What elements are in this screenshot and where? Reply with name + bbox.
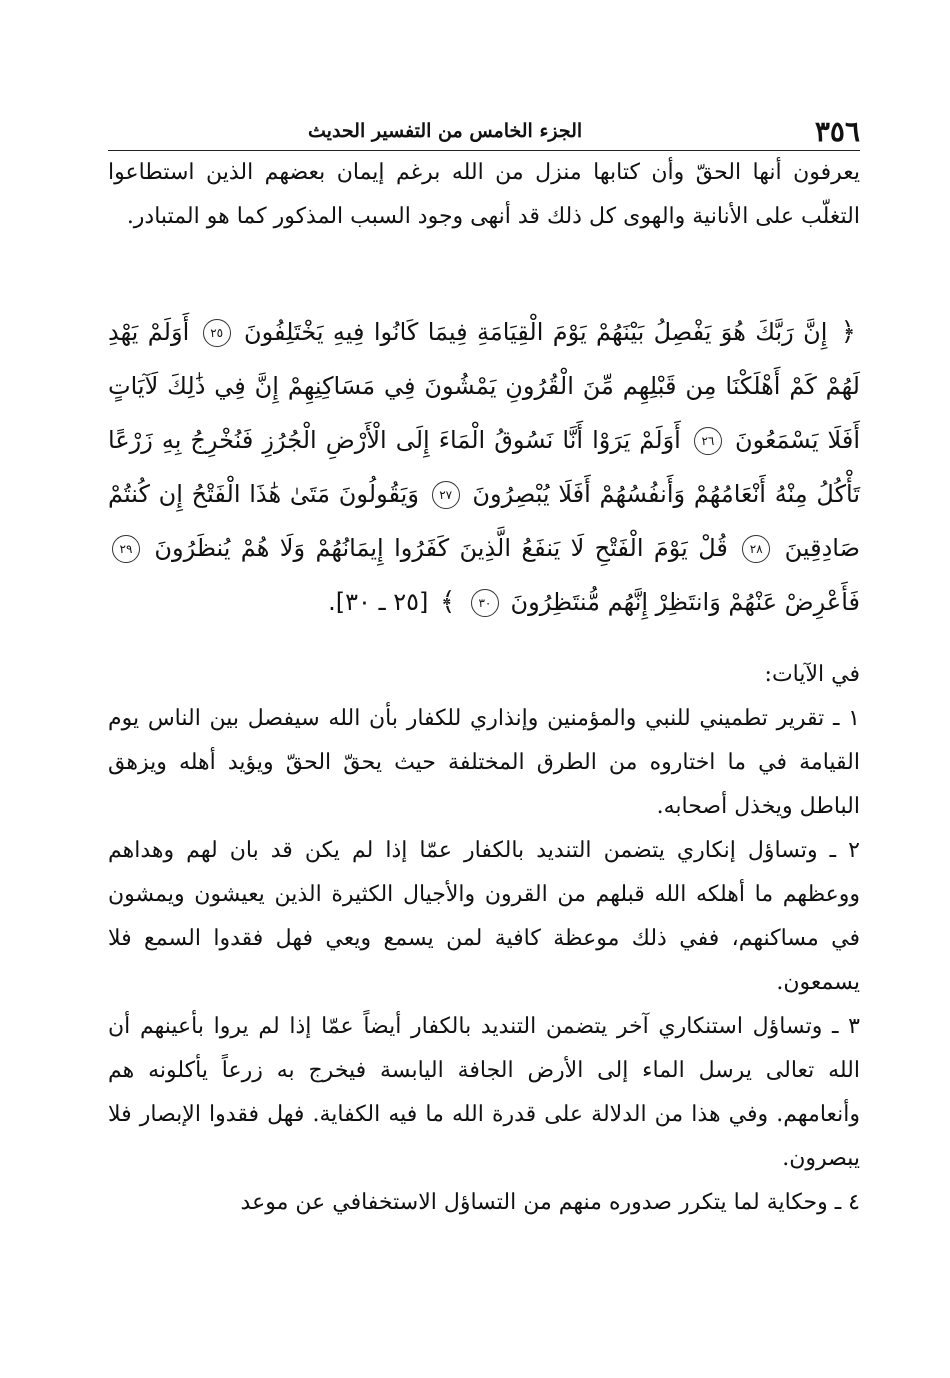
quran-verse: فَأَعْرِضْ عَنْهُمْ وَانتَظِرْ إِنَّهُم مُّنتَظِرُونَ bbox=[510, 588, 860, 616]
quran-close-bracket: ﴾ bbox=[440, 587, 456, 617]
commentary-point: ١ ـ تقرير تطميني للنبي والمؤمنين وإنذاري للكفار بأن الله سيفصل بين الناس يوم القيامة في ما اختاروه من الطرق المختلفة حيث يحقّ الحقّ ويؤيد أهله ويزهق الباطل ويخذل أصحابه. bbox=[108, 706, 860, 819]
quran-verse: قُلْ يَوْمَ الْفَتْحِ لَا يَنفَعُ الَّذِينَ كَفَرُوا إِيمَانُهُمْ وَلَا هُمْ يُنظَرُونَ bbox=[154, 534, 728, 562]
commentary-point: ٤ ـ وحكاية لما يتكرر صدوره منهم من التساؤل الاستخفافي عن موعد bbox=[240, 1190, 860, 1215]
intro-paragraph: يعرفون أنها الحقّ وأن كتابها منزل من الله برغم إيمان بعضهم الذين استطاعوا التغلّب على الأنانية والهوى كل ذلك قد أنهى وجود السبب المذكور كما هو المتبادر. bbox=[108, 160, 860, 229]
page-number: ٣٥٦ bbox=[814, 115, 860, 148]
quran-verse: إِنَّ رَبَّكَ هُوَ يَفْصِلُ بَيْنَهُمْ يَوْمَ الْقِيَامَةِ فِيمَا كَانُوا فِيهِ يَخْتَلِفُونَ bbox=[244, 318, 828, 346]
verse-reference: [٢٥ ـ ٣٠]. bbox=[328, 588, 429, 616]
commentary-point: ٢ ـ وتساؤل إنكاري يتضمن التنديد بالكفار عمّا إذا لم يكن قد بان لهم وهداهم ووعظهم ما أهلكه الله قبلهم من القرون والأجيال الكثيرة الذين يعيشون ويمشون في مساكنهم، ففي ذلك موعظة كافية لمن يسمع ويعي فهل فقدوا السمع فلا يسمعون. bbox=[108, 838, 860, 995]
quran-passage bbox=[108, 305, 860, 629]
book-page bbox=[108, 100, 860, 1225]
ayah-number-marker: ٢٥ bbox=[203, 319, 231, 347]
quran-verse: وَيَقُولُونَ مَتَىٰ هَٰذَا الْفَتْحُ إِن كُنتُمْ صَادِقِينَ bbox=[108, 480, 860, 562]
ayah-number-marker: ٢٩ bbox=[112, 535, 140, 563]
page-header bbox=[108, 100, 860, 151]
ayah-number-marker: ٢٧ bbox=[432, 481, 460, 509]
ayah-number-marker: ٣٠ bbox=[471, 589, 499, 617]
section-heading: في الآيات: bbox=[764, 662, 860, 687]
running-title: الجزء الخامس من التفسير الحديث bbox=[308, 120, 583, 142]
quran-verse: أَوَلَمْ يَرَوْا أَنَّا نَسُوقُ الْمَاءَ إِلَى الْأَرْضِ الْجُرُزِ فَنُخْرِجُ بِهِ زَرْعًا تَأْكُلُ مِنْهُ أَنْعَامُهُمْ وَأَنفُسُهُمْ أَفَلَا يُبْصِرُونَ bbox=[108, 426, 860, 508]
ayah-number-marker: ٢٨ bbox=[742, 535, 770, 563]
quran-verse: أَوَلَمْ يَهْدِ لَهُمْ كَمْ أَهْلَكْنَا مِن قَبْلِهِم مِّنَ الْقُرُونِ يَمْشُونَ فِي مَسَاكِنِهِمْ إِنَّ فِي ذَٰلِكَ لَآيَاتٍ أَفَلَا يَسْمَعُونَ bbox=[108, 318, 860, 454]
commentary-point: ٣ ـ وتساؤل استنكاري آخر يتضمن التنديد بالكفار أيضاً عمّا إذا لم يروا بأعينهم أن الله تعالى يرسل الماء إلى الأرض الجافة اليابسة فيخرج به زرعاً يأكلونه هم وأنعامهم. وفي هذا من الدلالة على قدرة الله ما فيه الكفاية. فهل فقدوا الإبصار فلا يبصرون. bbox=[108, 1014, 860, 1171]
ayah-number-marker: ٢٦ bbox=[694, 427, 722, 455]
quran-open-bracket: ﴿ bbox=[840, 317, 856, 347]
